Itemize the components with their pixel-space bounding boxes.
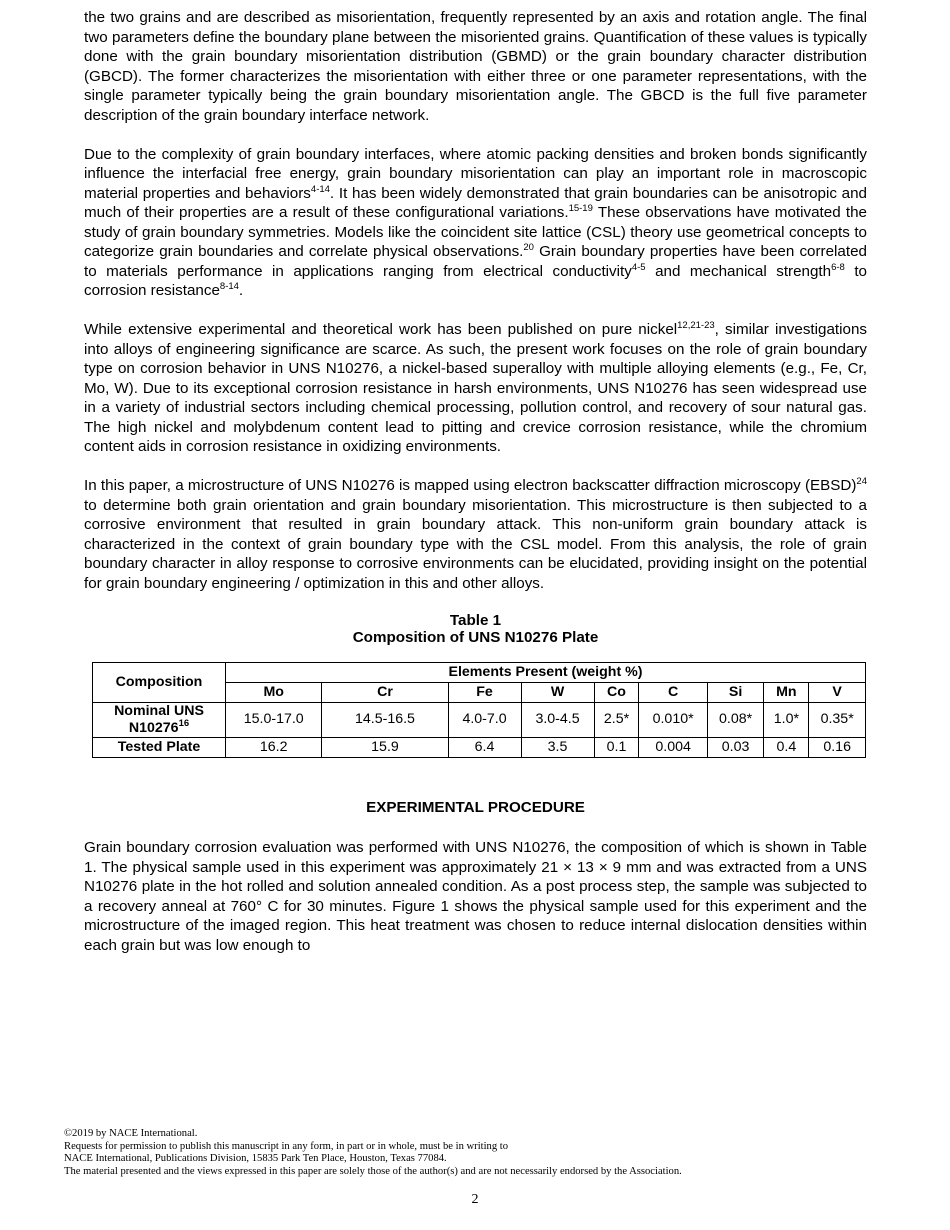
table-cell: 14.5-16.5 — [322, 702, 448, 737]
element-header: C — [639, 682, 707, 702]
citation-superscript: 24 — [856, 476, 867, 487]
table-row — [93, 702, 866, 737]
citation-superscript: 16 — [178, 717, 190, 729]
table-cell: 16.2 — [226, 737, 322, 757]
section-heading: EXPERIMENTAL PROCEDURE — [366, 798, 585, 816]
table-row — [93, 737, 866, 757]
table-cell: 3.0-4.5 — [521, 702, 594, 737]
footer-line: Requests for permission to publish this manuscript in any form, in part or in whole, must be in writing to — [64, 1140, 509, 1152]
paragraph-text: In this paper, a microstructure of UNS N10276 is mapped using electron backscatter diffraction microscopy (EBSD) — [84, 477, 857, 494]
citation-superscript: 15-19 — [568, 203, 593, 214]
composition-table — [92, 662, 866, 758]
group-header: Elements Present (weight %) — [226, 662, 866, 682]
copyright-footer — [64, 1128, 864, 1179]
citation-superscript: 12,21-23 — [677, 320, 715, 331]
table-cell: 0.1 — [594, 737, 639, 757]
table-cell: 1.0* — [764, 702, 809, 737]
citation-superscript: 4-5 — [631, 261, 646, 273]
element-header: V — [809, 682, 866, 702]
footer-line: ©2019 by NACE International. — [64, 1128, 198, 1139]
table-cell: 0.004 — [639, 737, 707, 757]
citation-superscript: 4-14 — [310, 183, 330, 195]
table-cell: 0.16 — [809, 737, 866, 757]
table-cell: 0.010* — [639, 702, 707, 737]
paragraph-text: While extensive experimental and theoretical work has been published on pure nickel — [84, 321, 678, 338]
table-cell: 0.08* — [707, 702, 764, 737]
row-label — [93, 702, 226, 737]
footer-line: NACE International, Publications Division, 15835 Park Ten Place, Houston, Texas 77084. — [64, 1153, 447, 1165]
table-caption-number: Table 1 — [449, 611, 502, 629]
footer-line: The material presented and the views expressed in this paper are solely those of the author(s) and are not necessarily endorsed by the Association. — [64, 1166, 682, 1178]
paragraph — [84, 145, 867, 301]
element-header: Co — [594, 682, 639, 702]
table-cell: 15.9 — [322, 737, 448, 757]
paragraph — [84, 320, 867, 457]
row-header: Composition — [93, 662, 226, 702]
page-number: 2 — [471, 1192, 479, 1207]
element-header: W — [521, 682, 594, 702]
paragraph-text: and mechanical strength — [645, 262, 832, 280]
table-cell: 15.0-17.0 — [226, 702, 322, 737]
procedure-paragraph: Grain boundary corrosion evaluation was performed with UNS N10276, the composition of which is shown in Table 1. The physical sample used in this experiment was approximately 21 × 13 × 9 mm and was extracted from a UNS N10276 plate in the hot rolled and solution annealed condition. As a post process step, the sample was subjected to a recovery anneal at 760° C for 30 minutes. Figure 1 shows the physical sample used for this experiment and the microstructure of the imaged region. This heat treatment was chosen to reduce internal dislocation densities within each grain but was low enough to — [84, 839, 867, 954]
table-cell: 6.4 — [448, 737, 521, 757]
row-label — [93, 737, 226, 757]
paragraph-text: These observations have motivated the study of grain boundary symmetries. Models like the coincident site lattice (CSL) theory use geometrical concepts to categorize grain boundaries and correlate physical observations. — [84, 204, 867, 260]
table-cell: 2.5* — [594, 702, 639, 737]
page-body — [84, 8, 867, 975]
citation-superscript: 20 — [523, 242, 534, 253]
paragraph-text: . — [238, 282, 244, 299]
citation-superscript: 8-14 — [219, 281, 239, 292]
paragraph-text: . It has been widely demonstrated that grain boundaries can be anisotropic and much of their properties are a result of these configurational variations. — [84, 184, 867, 221]
citation-superscript: 6-8 — [831, 261, 845, 273]
row-label-text: Tested Plate — [117, 738, 201, 755]
paragraph-text: Due to the complexity of grain boundary interfaces, where atomic packing densities and broken bonds significantly influence the interfacial free energy, grain boundary misorientation can play an important role in macroscopic material properties and behaviors — [84, 145, 867, 202]
paragraph-text: to determine both grain orientation and grain boundary misorientation. This microstructure is then subjected to a corrosive environment that resulted in grain boundary attack. This non-uniform grain boundary attack is characterized in the context of grain boundary type with the CSL model. From this analysis, the role of grain boundary character in alloy response to corrosive environments can be elucidated, providing insight on the potential for grain boundary engineering / optimization in this and other alloys. — [84, 496, 867, 592]
element-header: Si — [707, 682, 764, 702]
table-cell: 0.03 — [707, 737, 764, 757]
paragraph-text: to corrosion resistance — [84, 262, 868, 299]
paragraph — [84, 8, 867, 125]
paragraph-text: the two grains and are described as misorientation, frequently represented by an axis and rotation angle. The final two parameters define the boundary plane between the misoriented grains. Quantification of these values is typically done with the grain boundary misorientation distribution (GBMD) or the grain boundary character distribution (GBCD). The former characterizes the misorientation with either three or one parameter representations, with the single parameter typically being the grain boundary misorientation angle. The GBCD is the full five parameter description of the grain boundary interface network. — [84, 9, 867, 124]
paragraph-text: Grain boundary properties have been correlated to materials performance in applications ranging from electrical conductivity — [84, 243, 867, 280]
intro-paragraphs — [84, 8, 867, 593]
paragraph — [84, 476, 867, 593]
element-header: Mn — [764, 682, 809, 702]
element-header: Cr — [322, 682, 448, 702]
row-label-text: Nominal UNS N10276 — [114, 702, 204, 736]
element-header: Mo — [226, 682, 322, 702]
table-cell: 4.0-7.0 — [448, 702, 521, 737]
table-cell: 0.4 — [764, 737, 809, 757]
table-cell: 0.35* — [809, 702, 866, 737]
table-cell: 3.5 — [521, 737, 594, 757]
element-header: Fe — [448, 682, 521, 702]
paragraph-text: , similar investigations into alloys of engineering significance are scarce. As such, the present work focuses on the role of grain boundary type on corrosion behavior in UNS N10276, a nickel-based superalloy with multiple alloying elements (e.g., Fe, Cr, Mo, W). Due to its exceptional corrosion resistance in harsh environments, UNS N10276 has seen widespread use in a variety of industrial sectors including chemical processing, pollution control, and recovery of sour natural gas. The high nickel and molybdenum content lead to pitting and crevice corrosion resistance, while the chromium content aids in corrosion resistance in oxidizing environments. — [84, 321, 867, 455]
table-caption-title: Composition of UNS N10276 Plate — [352, 629, 599, 646]
